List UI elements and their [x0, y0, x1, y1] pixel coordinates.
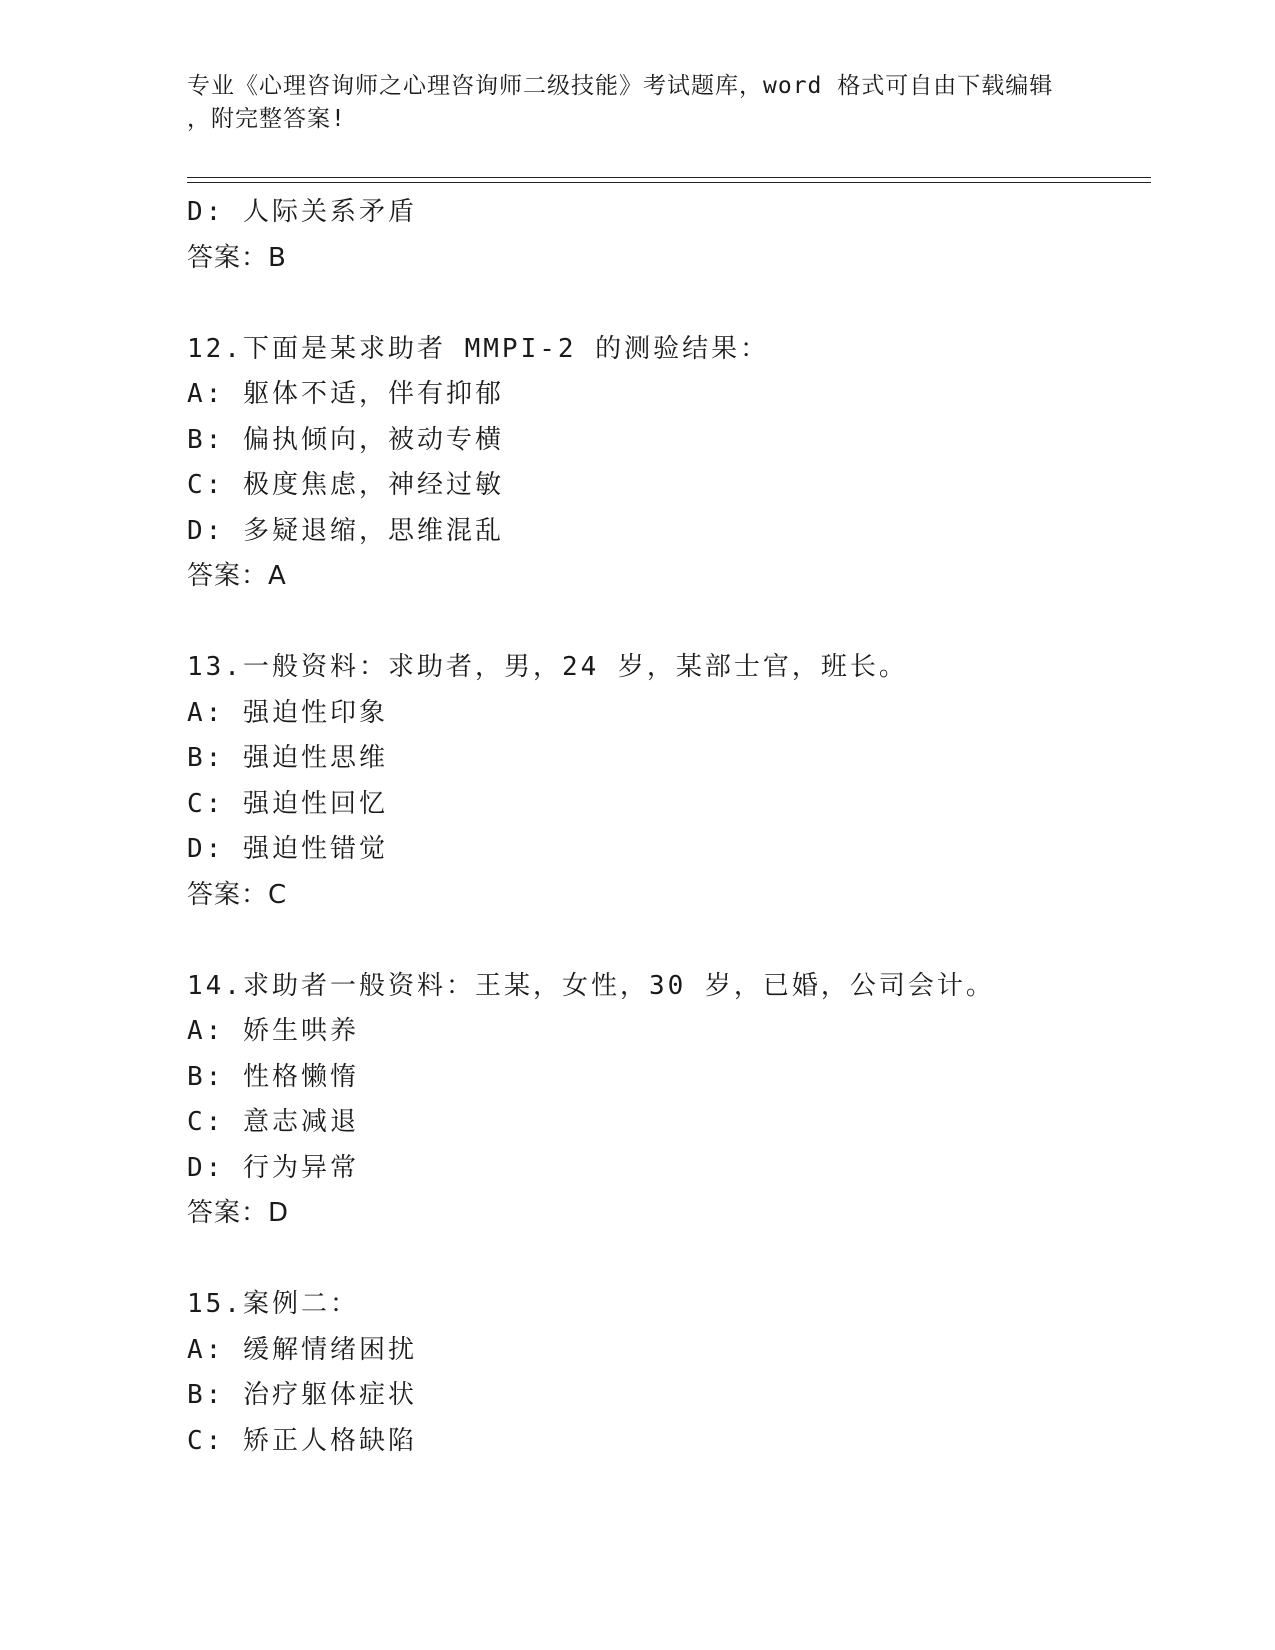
option-c: C: 意志减退	[187, 1107, 359, 1137]
option-a: A: 躯体不适，伴有抑郁	[187, 379, 504, 409]
question-stem: 15.案例二：	[187, 1289, 359, 1319]
option-a: A: 缓解情绪困扰	[187, 1334, 417, 1365]
option-c: C: 极度焦虑，神经过敏	[187, 470, 504, 500]
document-header	[187, 70, 1067, 136]
question-list	[187, 190, 1147, 1464]
header-line-1: 专业《心理咨询师之心理咨询师二级技能》考试题库，word 格式可自由下载编辑	[187, 73, 1054, 99]
spacer	[187, 281, 1147, 327]
header-line-2: ，附完整答案!	[187, 106, 346, 132]
option-b: B: 性格懒惰	[187, 1061, 359, 1092]
question-14	[187, 964, 1147, 1237]
option-b: B: 强迫性思维	[187, 743, 388, 773]
answer-line: 答案：B	[187, 242, 287, 273]
spacer	[187, 600, 1147, 646]
option-b: B: 治疗躯体症状	[187, 1380, 417, 1410]
question-stem: 12.下面是某求助者 MMPI-2 的测验结果：	[187, 333, 770, 364]
option-b: B: 偏执倾向，被动专横	[187, 424, 504, 455]
question-stem: 13.一般资料：求助者，男，24 岁，某部士官，班长。	[187, 652, 908, 682]
option-c: C: 强迫性回忆	[187, 788, 388, 819]
answer-line: 答案：D	[187, 1198, 290, 1228]
question-stem: 14.求助者一般资料：王某，女性，30 岁，已婚，公司会计。	[187, 970, 995, 1001]
spacer	[187, 918, 1147, 964]
header-divider-top	[187, 177, 1151, 178]
option-d: D: 行为异常	[187, 1152, 359, 1183]
option-a: A: 强迫性印象	[187, 697, 388, 728]
header-divider-bottom	[187, 182, 1151, 183]
question-12	[187, 327, 1147, 600]
option-a: A: 娇生哄养	[187, 1016, 359, 1046]
option-d: D: 人际关系矛盾	[187, 197, 417, 227]
question-13	[187, 645, 1147, 918]
question-15	[187, 1282, 1147, 1464]
answer-line: 答案：A	[187, 561, 287, 591]
option-c: C: 矫正人格缺陷	[187, 1425, 417, 1456]
answer-line: 答案：C	[187, 879, 288, 910]
option-d: D: 多疑退缩，思维混乱	[187, 515, 504, 546]
option-d: D: 强迫性错觉	[187, 834, 388, 864]
spacer	[187, 1237, 1147, 1283]
